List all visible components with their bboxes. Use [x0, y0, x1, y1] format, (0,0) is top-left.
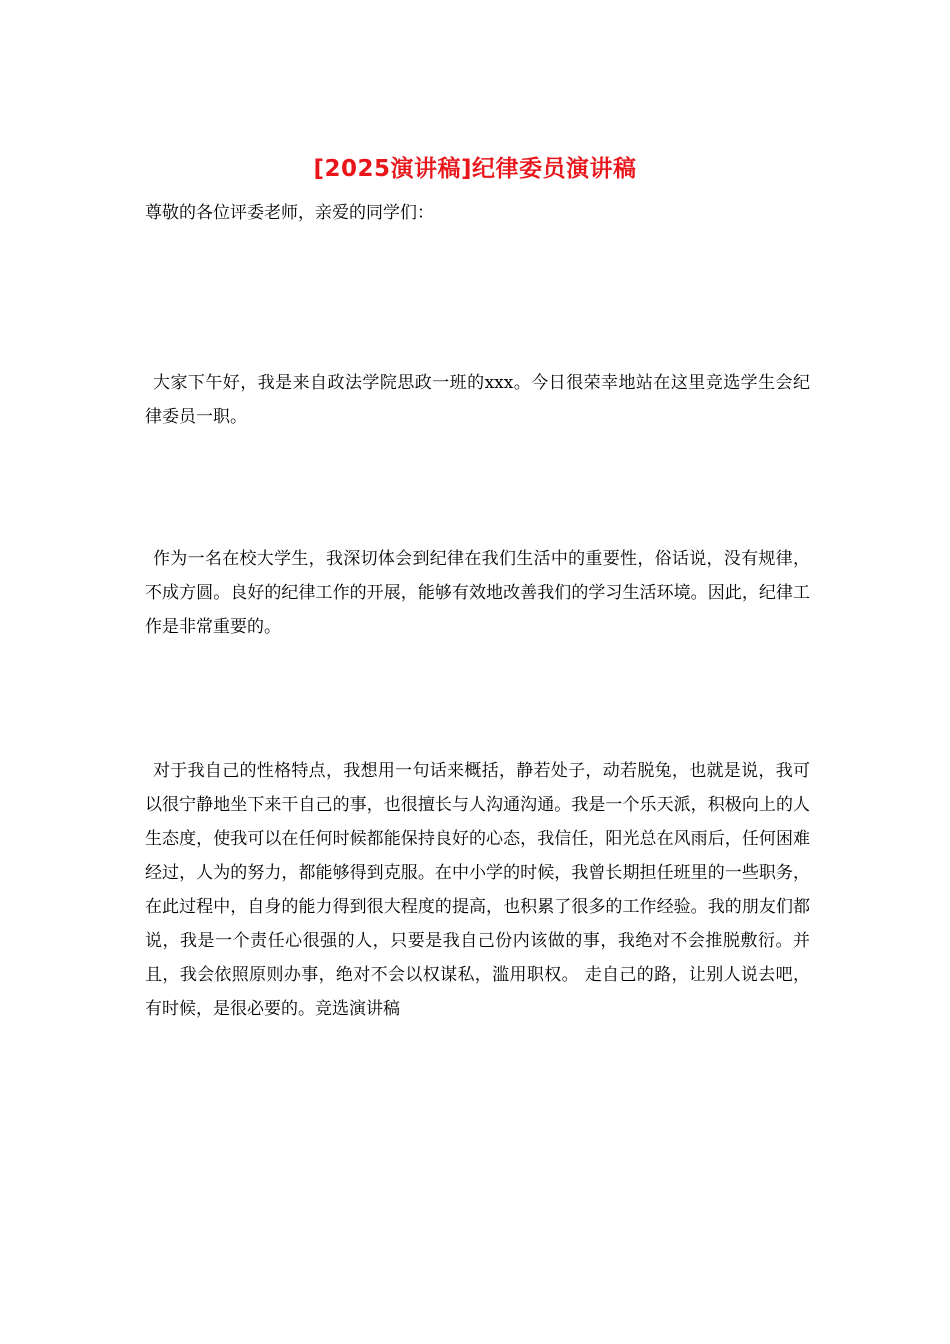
document-title: [2025演讲稿]纪律委员演讲稿	[313, 156, 637, 182]
paragraph-2: 作为一名在校大学生，我深切体会到纪律在我们生活中的重要性，俗话说，没有规律，不成方圆。良好的纪律工作的开展，能够有效地改善我们的学习生活环境。因此，纪律工作是非常重要的。	[145, 549, 810, 637]
greeting-line: 尊敬的各位评委老师，亲爱的同学们：	[145, 203, 434, 223]
paragraph-1: 大家下午好，我是来自政法学院思政一班的xxx。今日很荣幸地站在这里竞选学生会纪律委员一职。	[145, 373, 810, 427]
paragraph-3: 对于我自己的性格特点，我想用一句话来概括，静若处子，动若脱兔，也就是说，我可以很宁静地坐下来干自己的事，也很擅长与人沟通沟通。我是一个乐天派，积极向上的人生态度，使我可以在任何时候都能保持良好的心态，我信任，阳光总在风雨后，任何困难经过，人为的努力，都能够得到克服。在中小学的时候，我曾长期担任班里的一些职务，在此过程中，自身的能力得到很大程度的提高，也积累了很多的工作经验。我的朋友们都说，我是一个责任心很强的人，只要是我自己份内该做的事，我绝对不会推脱敷衍。并且，我会依照原则办事，绝对不会以权谋私，滥用职权。 走自己的路，让别人说去吧， 有时候，是很必要的。竞选演讲稿	[145, 761, 810, 1019]
